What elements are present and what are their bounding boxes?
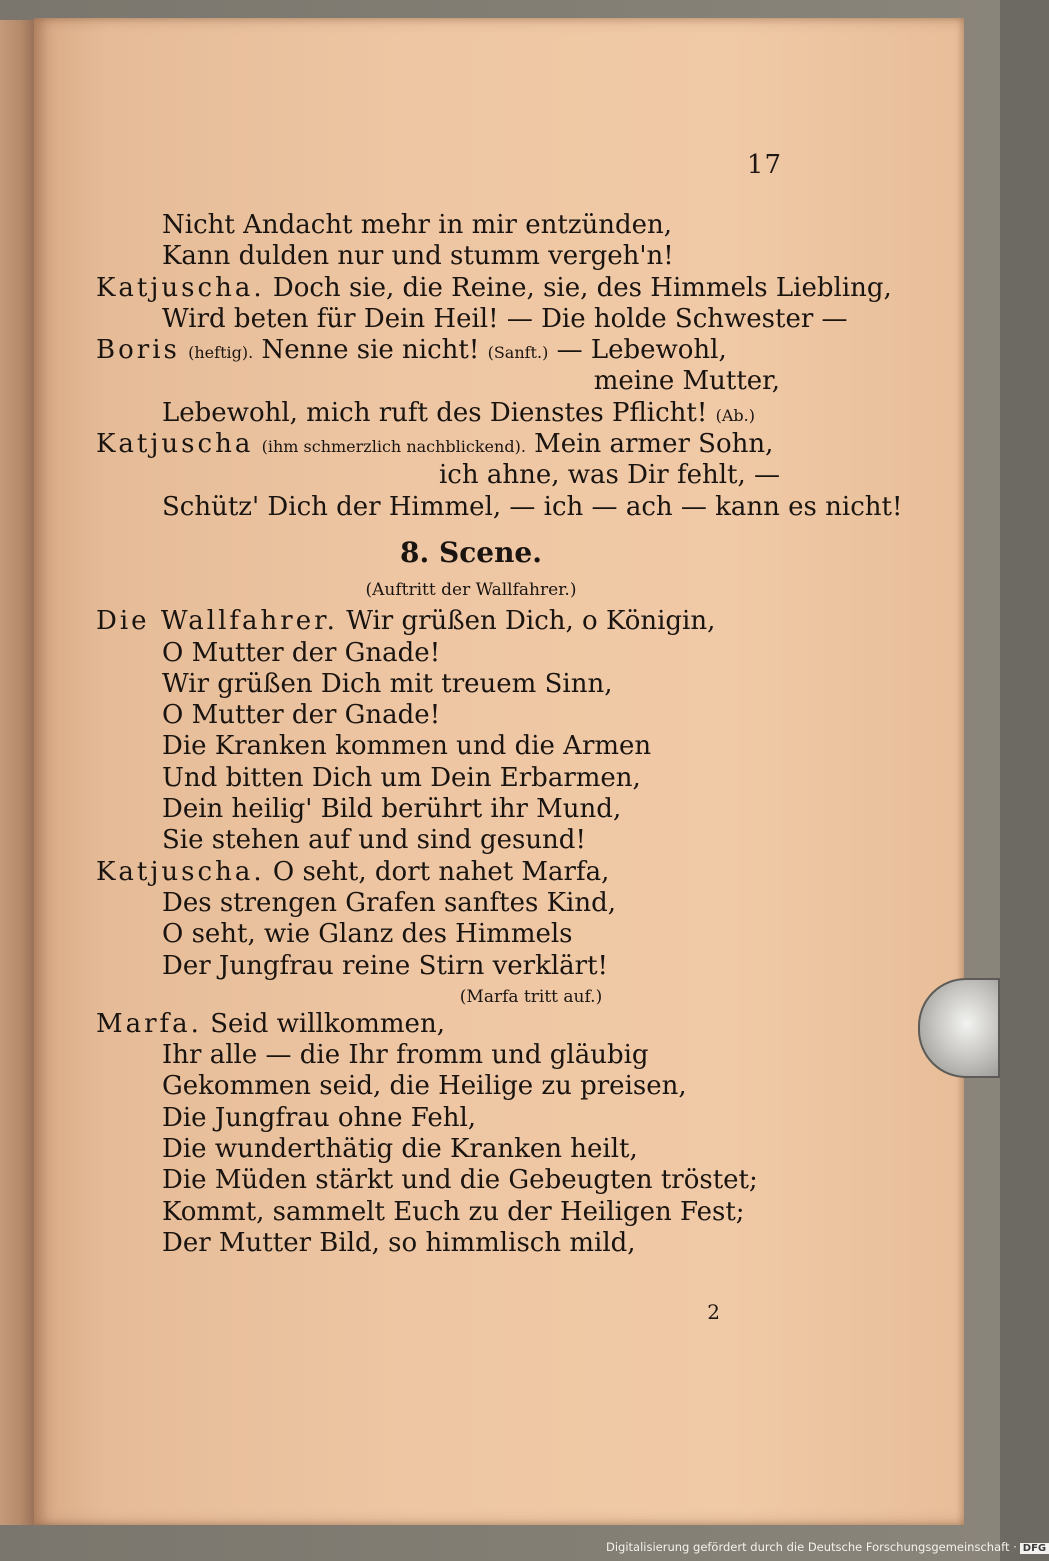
verse-text: O Mutter der Gnade! bbox=[162, 700, 441, 731]
verse-line bbox=[96, 1228, 786, 1259]
verse-line bbox=[96, 1134, 786, 1165]
speech-text: Doch sie, die Reine, sie, des Himmels Liebling, bbox=[272, 272, 892, 303]
verse-line bbox=[96, 1040, 786, 1071]
speech-line bbox=[96, 1009, 786, 1040]
verse-line bbox=[96, 241, 786, 272]
speaker-name: Boris bbox=[96, 335, 180, 366]
verse-text: Die wunderthätig die Kranken heilt, bbox=[162, 1134, 638, 1165]
credit-text: Digitalisierung gefördert durch die Deutsche Forschungsgemeinschaft · bbox=[606, 1540, 1017, 1554]
verse-line bbox=[96, 1071, 786, 1102]
speaker-name: Katjuscha. bbox=[96, 856, 265, 887]
verse-text: Nicht Andacht mehr in mir entzünden, bbox=[162, 210, 673, 240]
verse-line bbox=[96, 1197, 786, 1228]
dialogue-block-2 bbox=[96, 606, 786, 982]
verse-text: Kann dulden nur und stumm vergeh'n! bbox=[162, 241, 674, 272]
verse-text: Dein heilig' Bild berührt ihr Mund, bbox=[162, 794, 622, 825]
verse-text: Ihr alle — die Ihr fromm und gläubig bbox=[162, 1040, 649, 1071]
verse-text: O Mutter der Gnade! bbox=[162, 637, 441, 668]
speaker-name: Die Wallfahrer. bbox=[96, 606, 338, 637]
digitization-credit bbox=[606, 1540, 1049, 1554]
verse-text: Gekommen seid, die Heilige zu preisen, bbox=[162, 1071, 687, 1102]
verse-text: Lebewohl, mich ruft des Dienstes Pflicht! bbox=[162, 397, 708, 428]
verse-line-right bbox=[96, 460, 786, 491]
verse-line-right bbox=[96, 366, 786, 397]
speaker-name: Katjuscha bbox=[96, 429, 254, 460]
verse-text: Wir grüßen Dich mit treuem Sinn, bbox=[162, 668, 613, 699]
verse-text: Die Jungfrau ohne Fehl, bbox=[162, 1102, 477, 1133]
verse-text: meine Mutter, bbox=[593, 366, 780, 397]
verse-line bbox=[96, 398, 786, 429]
verse-text: Schütz' Dich der Himmel, — ich — ach — kann es nicht! bbox=[162, 491, 903, 522]
speech-line bbox=[96, 335, 786, 366]
verse-text: Der Mutter Bild, so himmlisch mild, bbox=[162, 1227, 636, 1258]
verse-line bbox=[96, 919, 786, 950]
signature-mark: 2 bbox=[707, 1300, 720, 1324]
dialogue-block-3 bbox=[96, 1009, 786, 1259]
verse-line bbox=[96, 825, 786, 856]
dialogue-block-1 bbox=[96, 210, 903, 523]
verse-line bbox=[96, 491, 903, 523]
speech-text: Nenne sie nicht! bbox=[261, 335, 480, 366]
speech-text: Mein armer Sohn, bbox=[534, 429, 774, 460]
verse-line bbox=[96, 669, 786, 700]
speaker-name: Marfa. bbox=[96, 1008, 202, 1039]
verse-text: Kommt, sammelt Euch zu der Heiligen Fest; bbox=[162, 1196, 745, 1227]
verse-line bbox=[96, 951, 786, 982]
verse-line bbox=[96, 303, 848, 335]
page-number: 17 bbox=[746, 150, 782, 180]
verse-line bbox=[96, 700, 786, 731]
page-clip bbox=[918, 978, 1000, 1078]
verse-line bbox=[96, 731, 786, 762]
play-text bbox=[96, 210, 903, 1259]
verse-text: Und bitten Dich um Dein Erbarmen, bbox=[162, 762, 641, 793]
speech-line bbox=[96, 272, 892, 304]
verse-text: Des strengen Grafen sanftes Kind, bbox=[162, 887, 616, 918]
stage-direction: (ihm schmerzlich nachblickend). bbox=[261, 437, 526, 457]
verse-line bbox=[96, 1165, 786, 1196]
stage-direction: (Ab.) bbox=[715, 405, 755, 425]
speech-text: — Lebewohl, bbox=[556, 335, 727, 366]
verse-line bbox=[96, 1103, 786, 1134]
verse-line bbox=[96, 794, 786, 825]
stage-direction: (heftig). bbox=[188, 343, 254, 363]
verse-text: Wird beten für Dein Heil! — Die holde Schwester — bbox=[162, 303, 848, 334]
verse-line bbox=[96, 210, 786, 241]
speech-text: Seid willkommen, bbox=[210, 1008, 445, 1039]
speech-text: Wir grüßen Dich, o Königin, bbox=[346, 606, 716, 637]
verse-text: Sie stehen auf und sind gesund! bbox=[162, 825, 586, 856]
speaker-name: Katjuscha. bbox=[96, 272, 265, 303]
speech-line bbox=[96, 606, 786, 637]
speech-line bbox=[96, 429, 786, 460]
dfg-logo: DFG bbox=[1020, 1543, 1049, 1554]
stage-direction: (Sanft.) bbox=[487, 343, 549, 363]
verse-line bbox=[96, 638, 786, 669]
verse-text: Der Jungfrau reine Stirn verklärt! bbox=[162, 950, 608, 981]
speech-line bbox=[96, 857, 786, 888]
verse-line bbox=[96, 763, 786, 794]
verse-text: ich ahne, was Dir fehlt, — bbox=[438, 460, 780, 491]
verse-text: Die Müden stärkt und die Gebeugten tröstet; bbox=[162, 1165, 758, 1196]
stage-note: (Auftritt der Wallfahrer.) bbox=[365, 579, 577, 600]
speech-text: O seht, dort nahet Marfa, bbox=[272, 856, 610, 887]
stage-note: (Marfa tritt auf.) bbox=[459, 986, 603, 1007]
previous-page-edge bbox=[0, 20, 36, 1525]
verse-text: O seht, wie Glanz des Himmels bbox=[162, 919, 573, 950]
scene-heading: 8. Scene. bbox=[400, 535, 542, 569]
verse-line bbox=[96, 888, 786, 919]
verse-text: Die Kranken kommen und die Armen bbox=[162, 731, 652, 762]
